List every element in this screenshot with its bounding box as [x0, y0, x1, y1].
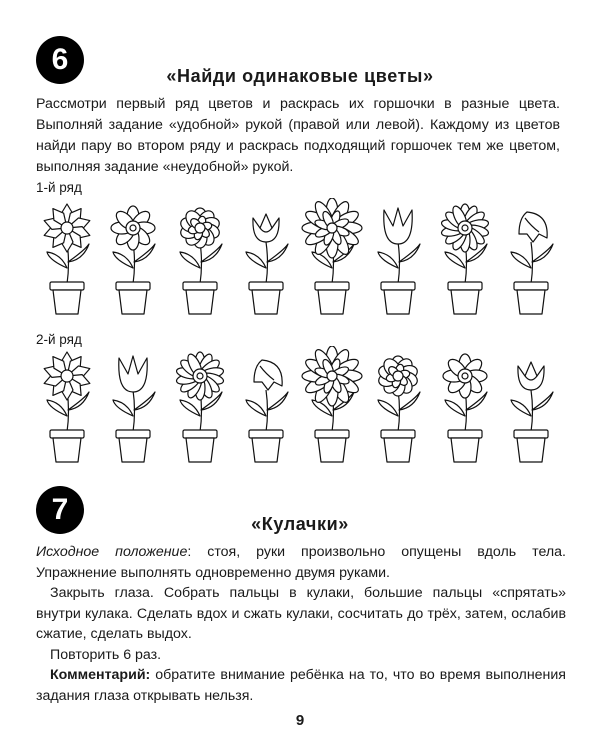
- flower-dahlia: [302, 198, 362, 314]
- task-6-instructions: Рассмотри первый ряд цветов и раскрась их горшочки в разные цвета. Выполняй задание «удобной» рукой (правой или левой). Каждому из цветов найди пару во втором ряду и раскрась подходящий горшочек тем же цветом, выполняя задание «неудобной» рукой.: [36, 96, 560, 175]
- flower-bell-flower: [511, 212, 553, 314]
- task-7-comment: [36, 665, 566, 706]
- flower-carnation: [175, 352, 224, 462]
- flower-daisy-pointed: [42, 204, 91, 314]
- row-1-label: 1-й ряд: [36, 180, 82, 195]
- task-6-title: «Найди одинаковые цветы»: [166, 66, 434, 86]
- start-position-label: Исходное положение: [36, 544, 188, 560]
- task-7-steps: Закрыть глаза. Собрать пальцы в кулаки, большие пальцы «спрятать» внутри кулака. Сделать вдох и сжать кулаки, сосчитать до трёх, затем, ослабив сжатие, сделать выдох.: [36, 585, 566, 642]
- flower-row-2-drawing: [34, 346, 564, 466]
- task-7-title: «Кулачки»: [251, 514, 349, 534]
- flower-bell-flower: [246, 360, 288, 462]
- flower-daisy-pointed: [42, 352, 91, 462]
- flower-tulip-large: [113, 356, 155, 462]
- flower-star-flower: [111, 206, 155, 314]
- task-6-number: 6: [51, 43, 69, 76]
- flower-dahlia: [302, 346, 362, 462]
- flower-row-1-drawing: [34, 198, 564, 318]
- flower-carnation: [440, 204, 489, 314]
- flower-round-flower: [179, 208, 222, 314]
- task-7-number: 7: [51, 493, 69, 526]
- flower-round-flower: [377, 356, 420, 462]
- task-7-body: [36, 542, 566, 706]
- task-7-start-position: [36, 542, 566, 583]
- flower-star-flower: [443, 354, 487, 462]
- page-number: 9: [295, 712, 305, 729]
- flower-row-2: [34, 346, 564, 466]
- flower-tulip-large: [378, 208, 420, 314]
- flower-tulip-small: [511, 362, 553, 462]
- row-2-label: 2-й ряд: [36, 332, 82, 347]
- flower-row-1: [34, 198, 564, 318]
- start-position-text: : стоя, руки произвольно опущены вдоль тела. Упражнение выполнять одновременно двумя руками.: [36, 544, 566, 581]
- flower-tulip-small: [246, 214, 288, 314]
- comment-text: обратите внимание ребёнка на то, что во время выполнения задания глаза открывать нельзя.: [36, 667, 566, 704]
- comment-label: Комментарий:: [50, 667, 151, 683]
- task-7-repeat: Повторить 6 раз.: [50, 646, 162, 663]
